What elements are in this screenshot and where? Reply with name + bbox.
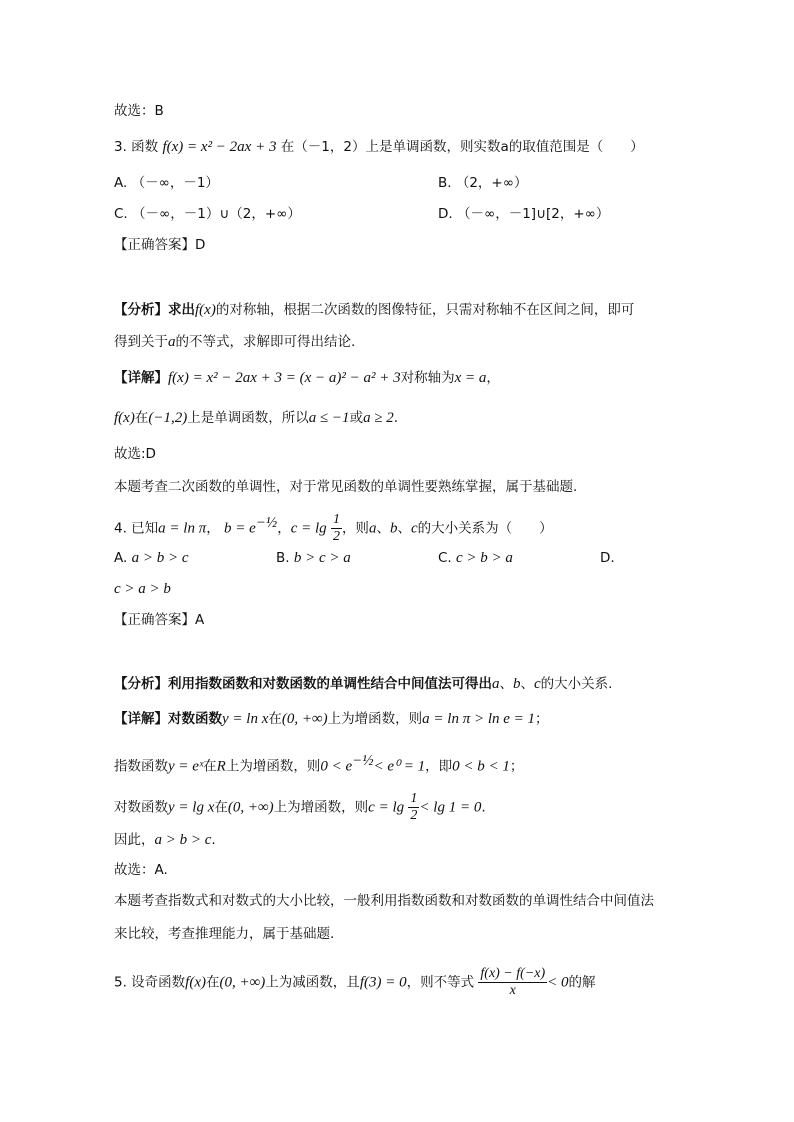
text: 、 (499, 676, 513, 692)
text: 【详解】 (114, 370, 168, 386)
text: 的大小关系. (540, 676, 613, 692)
formula: c > a > b (114, 581, 171, 597)
formula: b (513, 676, 521, 692)
formula: 0 < e (320, 758, 353, 775)
text: 3. 函数 (114, 139, 159, 155)
formula: < 0 (547, 974, 569, 991)
text: ，则不等式 (406, 974, 475, 991)
text: 、 (520, 676, 534, 692)
formula: < e⁰ = 1 (373, 758, 426, 775)
text: 上是单调函数，所以 (187, 410, 309, 426)
text: 、 (397, 520, 411, 537)
q3-option-c: C. （－∞，－1）∪（2，+∞） (114, 206, 301, 222)
q3-option-a: A. （－∞，－1） (114, 175, 219, 191)
formula: (0, +∞) (219, 974, 266, 991)
formula: a = ln π > ln e = 1 (422, 711, 536, 727)
numerator: 1 (410, 791, 418, 806)
text: ， (277, 520, 291, 537)
denominator: 2 (410, 808, 418, 823)
q4-analysis (114, 674, 612, 694)
q3-detail-line-1 (114, 368, 500, 388)
numerator: f(x) − f(−x) (480, 966, 546, 981)
text: 指数函数 (114, 758, 168, 775)
formula: a (368, 520, 377, 537)
question-3 (114, 137, 644, 157)
q3-option-d: D. （－∞，－1]∪[2，+∞） (438, 206, 610, 222)
text: 在 (214, 799, 228, 816)
text: 的不等式，求解即可得出结论. (175, 334, 356, 350)
formula: f(x) (114, 410, 135, 426)
fraction (408, 791, 419, 824)
text: 在 (268, 711, 282, 727)
text: 对称轴为 (400, 370, 455, 386)
exponent: −½ (255, 515, 278, 531)
text: 的对称轴，根据二次函数的图像特征，只需对称轴不在区间之间，即可 (215, 302, 635, 318)
q3-correct-answer: 【正确答案】D (114, 237, 206, 253)
text: 上为减函数，且 (265, 974, 360, 991)
formula: f(x) = x² − 2ax + 3 = (x − a)² − a² + 3 (168, 370, 401, 386)
q4-therefore (114, 830, 216, 850)
text: 4. 已知 (114, 520, 159, 537)
text: 或 (349, 410, 364, 426)
numerator: 1 (332, 512, 340, 527)
text: B. (276, 550, 290, 566)
text: ， (486, 370, 500, 386)
q3-detail-line-2 (114, 408, 398, 428)
formula: a > b > c (131, 550, 189, 566)
fraction (478, 966, 547, 999)
q4-summary-2: 来比较，考查推理能力，属于基础题. (114, 926, 335, 942)
text: ； (535, 711, 549, 727)
text: 的大小关系为（ ） (417, 520, 553, 537)
formula: c = lg (368, 799, 405, 816)
text: 【分析】利用指数函数和对数函数的单调性结合中间值法可得出 (114, 676, 492, 692)
text: 在 (134, 410, 149, 426)
q4-option-d-value (114, 579, 171, 599)
denominator: 2 (332, 529, 340, 544)
text: . (481, 799, 486, 816)
q4-summary-1: 本题考查指数式和对数式的大小比较，一般利用指数函数和对数函数的单调性结合中间值法 (114, 893, 654, 909)
formula: a ≥ 2 (363, 410, 394, 426)
text: 在 (203, 758, 217, 775)
text: ， (206, 520, 220, 537)
q4-option-b (276, 548, 351, 568)
text: 上为增函数，则 (327, 711, 423, 727)
q4-option-d-label: D. (600, 550, 615, 566)
formula: c (534, 676, 541, 692)
formula: b (389, 520, 398, 537)
formula: c (410, 520, 418, 537)
text: 在（－1，2）上是单调函数，则实数a的取值范围是（ ） (280, 139, 644, 155)
text: ，即 (425, 758, 453, 775)
text: 5. 设奇函数 (114, 974, 186, 991)
q3-choose: 故选:D (114, 446, 156, 462)
text: 得到关于 (114, 334, 168, 350)
formula: < lg 1 = 0 (419, 799, 482, 816)
formula: a = ln π (158, 520, 207, 537)
text: 【详解】对数函数 (114, 711, 222, 727)
formula: a (492, 676, 500, 692)
text: 对数函数 (114, 799, 168, 816)
q4-correct-answer: 【正确答案】A (114, 612, 205, 628)
formula: y = ln x (222, 711, 269, 727)
q4-detail-line-3 (114, 791, 486, 824)
formula: b > c > a (293, 550, 351, 566)
formula: f(x) (195, 302, 216, 318)
q3-analysis-line-1 (114, 300, 634, 320)
text: A. (114, 550, 128, 566)
denominator: x (509, 983, 516, 998)
q3-analysis-line-2 (114, 332, 355, 352)
text: ； (509, 758, 524, 775)
question-4 (114, 512, 553, 545)
question-5 (114, 966, 596, 999)
q4-option-a (114, 548, 189, 568)
text: 的解 (568, 974, 596, 991)
text: 因此， (114, 832, 155, 848)
formula: a > b > c (154, 832, 212, 848)
fraction (331, 512, 342, 545)
q4-choose: 故选：A. (114, 862, 168, 878)
formula: f(x) (185, 974, 206, 991)
text: . (211, 832, 216, 848)
formula: b = e (224, 520, 256, 537)
text: 在 (206, 974, 220, 991)
q4-detail-line-2 (114, 751, 523, 777)
formula: 0 < b < 1 (452, 758, 510, 775)
exponent: −½ (352, 753, 374, 769)
formula: a (168, 334, 176, 350)
answer-line-2: 故选：B (114, 103, 164, 119)
formula: c > b > a (456, 550, 513, 566)
formula: f(x) = x² − 2ax + 3 (162, 139, 277, 155)
formula: (0, +∞) (227, 799, 274, 816)
q4-detail-line-1 (114, 709, 549, 729)
text: 【分析】求出 (114, 302, 195, 318)
text: 上为增函数，则 (273, 799, 369, 816)
q3-summary: 本题考查二次函数的单调性，对于常见函数的单调性要熟练掌握，属于基础题. (114, 479, 578, 495)
text: 上为增函数，则 (225, 758, 321, 775)
formula: R (216, 758, 226, 775)
formula: a ≤ −1 (308, 410, 350, 426)
text: 、 (376, 520, 390, 537)
formula: c = lg (290, 520, 327, 537)
text: . (393, 410, 399, 426)
formula: y = lg x (168, 799, 215, 816)
text: ，则 (341, 520, 369, 537)
formula: (0, +∞) (281, 711, 328, 727)
formula: f(3) = 0 (359, 974, 407, 991)
q3-option-b: B. （2，+∞） (438, 175, 528, 191)
text: C. (438, 550, 452, 566)
formula: (−1,2) (148, 410, 188, 426)
formula: y = eˣ (168, 758, 204, 775)
formula: x = a (454, 370, 487, 386)
q4-option-c (438, 548, 513, 568)
